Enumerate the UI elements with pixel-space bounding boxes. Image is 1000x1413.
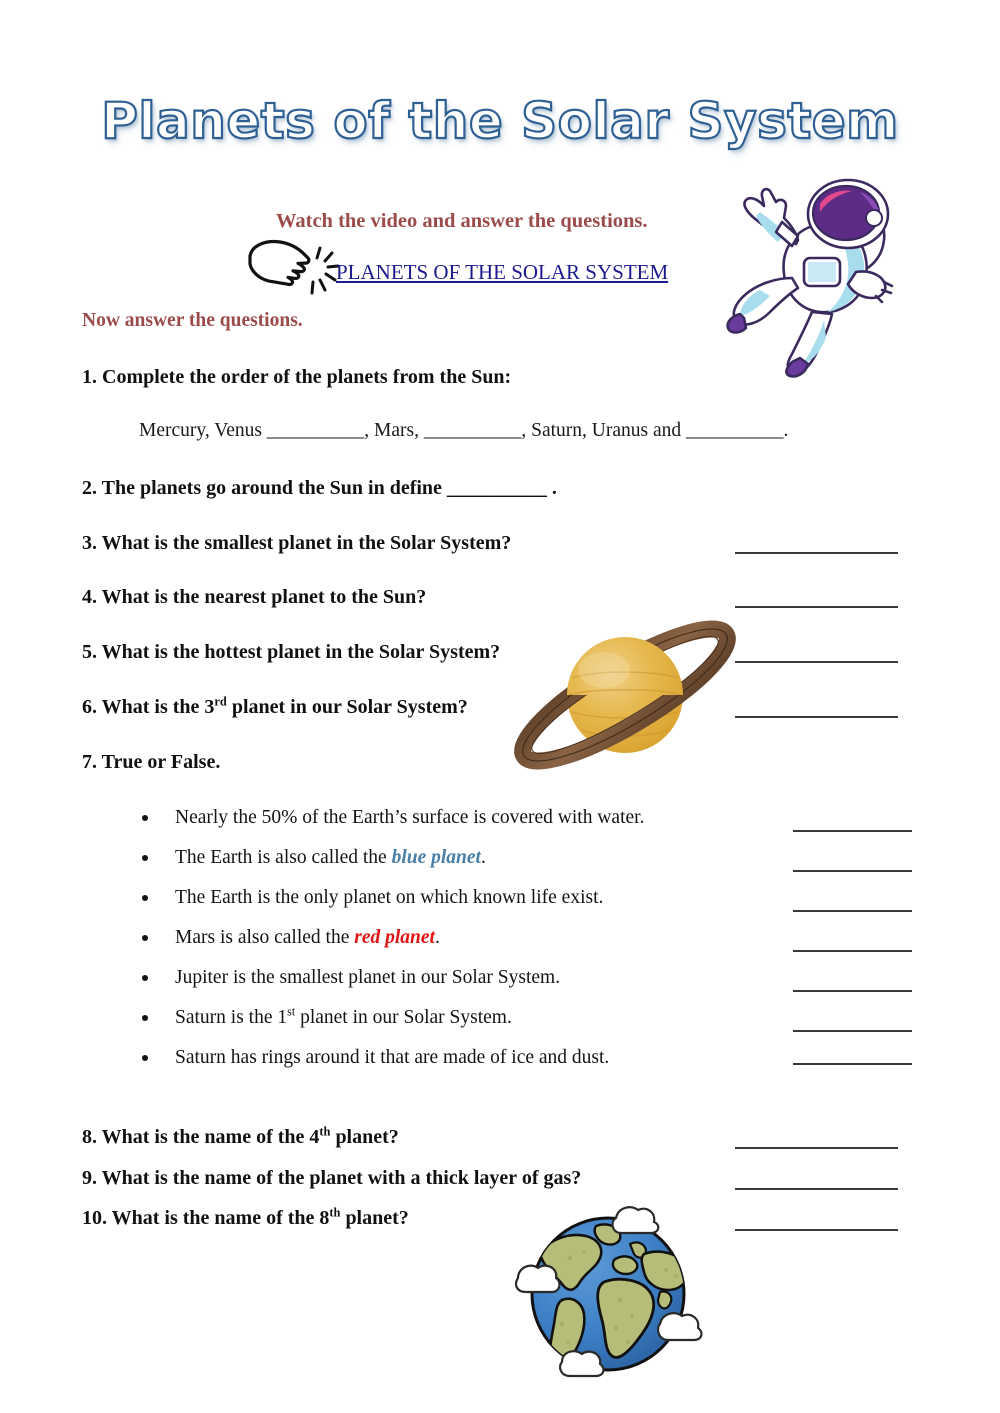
list-item-ordinal: st [287, 1004, 296, 1019]
answer-line-q4[interactable] [735, 606, 898, 608]
question-6-text-before: 6. What is the 3 [82, 696, 215, 718]
answer-line-tf-6[interactable] [793, 1030, 912, 1032]
question-7: 7. True or False. [82, 751, 221, 773]
answer-line-q5[interactable] [735, 661, 898, 663]
list-item-text-after: planet in our Solar System. [295, 1007, 512, 1028]
question-8-text-after: planet? [330, 1126, 399, 1148]
list-item [140, 1046, 780, 1086]
question-2 [82, 477, 557, 500]
question-10-ordinal: th [329, 1205, 341, 1220]
answer-line-tf-5[interactable] [793, 990, 912, 992]
question-8-ordinal: th [319, 1124, 331, 1139]
watch-video-instruction: Watch the video and answer the questions. [276, 210, 648, 232]
red-planet-highlight: red planet [354, 927, 435, 948]
bullet-icon [142, 1015, 148, 1021]
question-10-text-before: 10. What is the name of the 8 [82, 1207, 330, 1229]
video-link[interactable]: PLANETS OF THE SOLAR SYSTEM [336, 260, 669, 284]
list-item-text: Jupiter is the smallest planet in our Solar System. [175, 967, 561, 988]
astronaut-illustration [700, 166, 912, 378]
question-5: 5. What is the hottest planet in the Solar System? [82, 641, 501, 663]
true-false-list [140, 806, 780, 1086]
saturn-illustration [500, 600, 750, 790]
question-8 [82, 1126, 399, 1149]
list-item [140, 1006, 780, 1046]
list-item-text-after: . [480, 847, 486, 868]
list-item [140, 846, 780, 886]
blue-planet-highlight: blue planet [391, 847, 481, 868]
page-title-wrapper [0, 92, 1000, 150]
question-9: 9. What is the name of the planet with a thick layer of gas? [82, 1167, 582, 1189]
list-item-text: The Earth is the only planet on which known life exist. [175, 887, 604, 908]
question-10-text-after: planet? [340, 1207, 409, 1229]
question-6-text-after: planet in our Solar System? [226, 696, 468, 718]
page-title: Planets of the Solar System [101, 92, 899, 150]
answer-line-q8[interactable] [735, 1147, 898, 1149]
earth-illustration [510, 1196, 706, 1392]
list-item [140, 926, 780, 966]
question-8-text-before: 8. What is the name of the 4 [82, 1126, 320, 1148]
answer-line-q6[interactable] [735, 716, 898, 718]
list-item-text-before: The Earth is also called the [175, 847, 392, 868]
answer-line-tf-7[interactable] [793, 1063, 912, 1065]
list-item [140, 886, 780, 926]
list-item [140, 966, 780, 1006]
question-3: 3. What is the smallest planet in the Solar System? [82, 532, 512, 554]
bullet-icon [142, 975, 148, 981]
bullet-icon [142, 935, 148, 941]
answer-line-q3[interactable] [735, 552, 898, 554]
list-item-text-before: Saturn is the 1 [175, 1007, 288, 1028]
answer-line-q10[interactable] [735, 1229, 898, 1231]
question-2-blank: __________ [446, 477, 547, 499]
list-item [140, 806, 780, 846]
question-1-fill-line: Mercury, Venus __________, Mars, __________, Saturn, Uranus and __________. [139, 420, 789, 441]
list-item-text-after: . [434, 927, 440, 948]
question-2-text-before: 2. The planets go around the Sun in define [82, 477, 447, 499]
list-item-text: Saturn has rings around it that are made of ice and dust. [175, 1047, 610, 1068]
question-2-text-after: . [546, 477, 557, 499]
question-6 [82, 696, 468, 719]
question-1: 1. Complete the order of the planets from the Sun: [82, 366, 512, 388]
bullet-icon [142, 1055, 148, 1061]
list-item-text-before: Mars is also called the [175, 927, 355, 948]
answer-line-tf-3[interactable] [793, 910, 912, 912]
question-4: 4. What is the nearest planet to the Sun? [82, 586, 427, 608]
pointing-hand-icon [246, 236, 350, 298]
list-item-text: Nearly the 50% of the Earth’s surface is covered with water. [175, 807, 645, 828]
bullet-icon [142, 855, 148, 861]
question-6-ordinal: rd [214, 694, 227, 709]
bullet-icon [142, 815, 148, 821]
bullet-icon [142, 895, 148, 901]
answer-line-q9[interactable] [735, 1188, 898, 1190]
answer-line-tf-4[interactable] [793, 950, 912, 952]
answer-line-tf-1[interactable] [793, 830, 912, 832]
answer-line-tf-2[interactable] [793, 870, 912, 872]
question-10 [82, 1207, 409, 1230]
now-answer-instruction: Now answer the questions. [82, 310, 303, 331]
